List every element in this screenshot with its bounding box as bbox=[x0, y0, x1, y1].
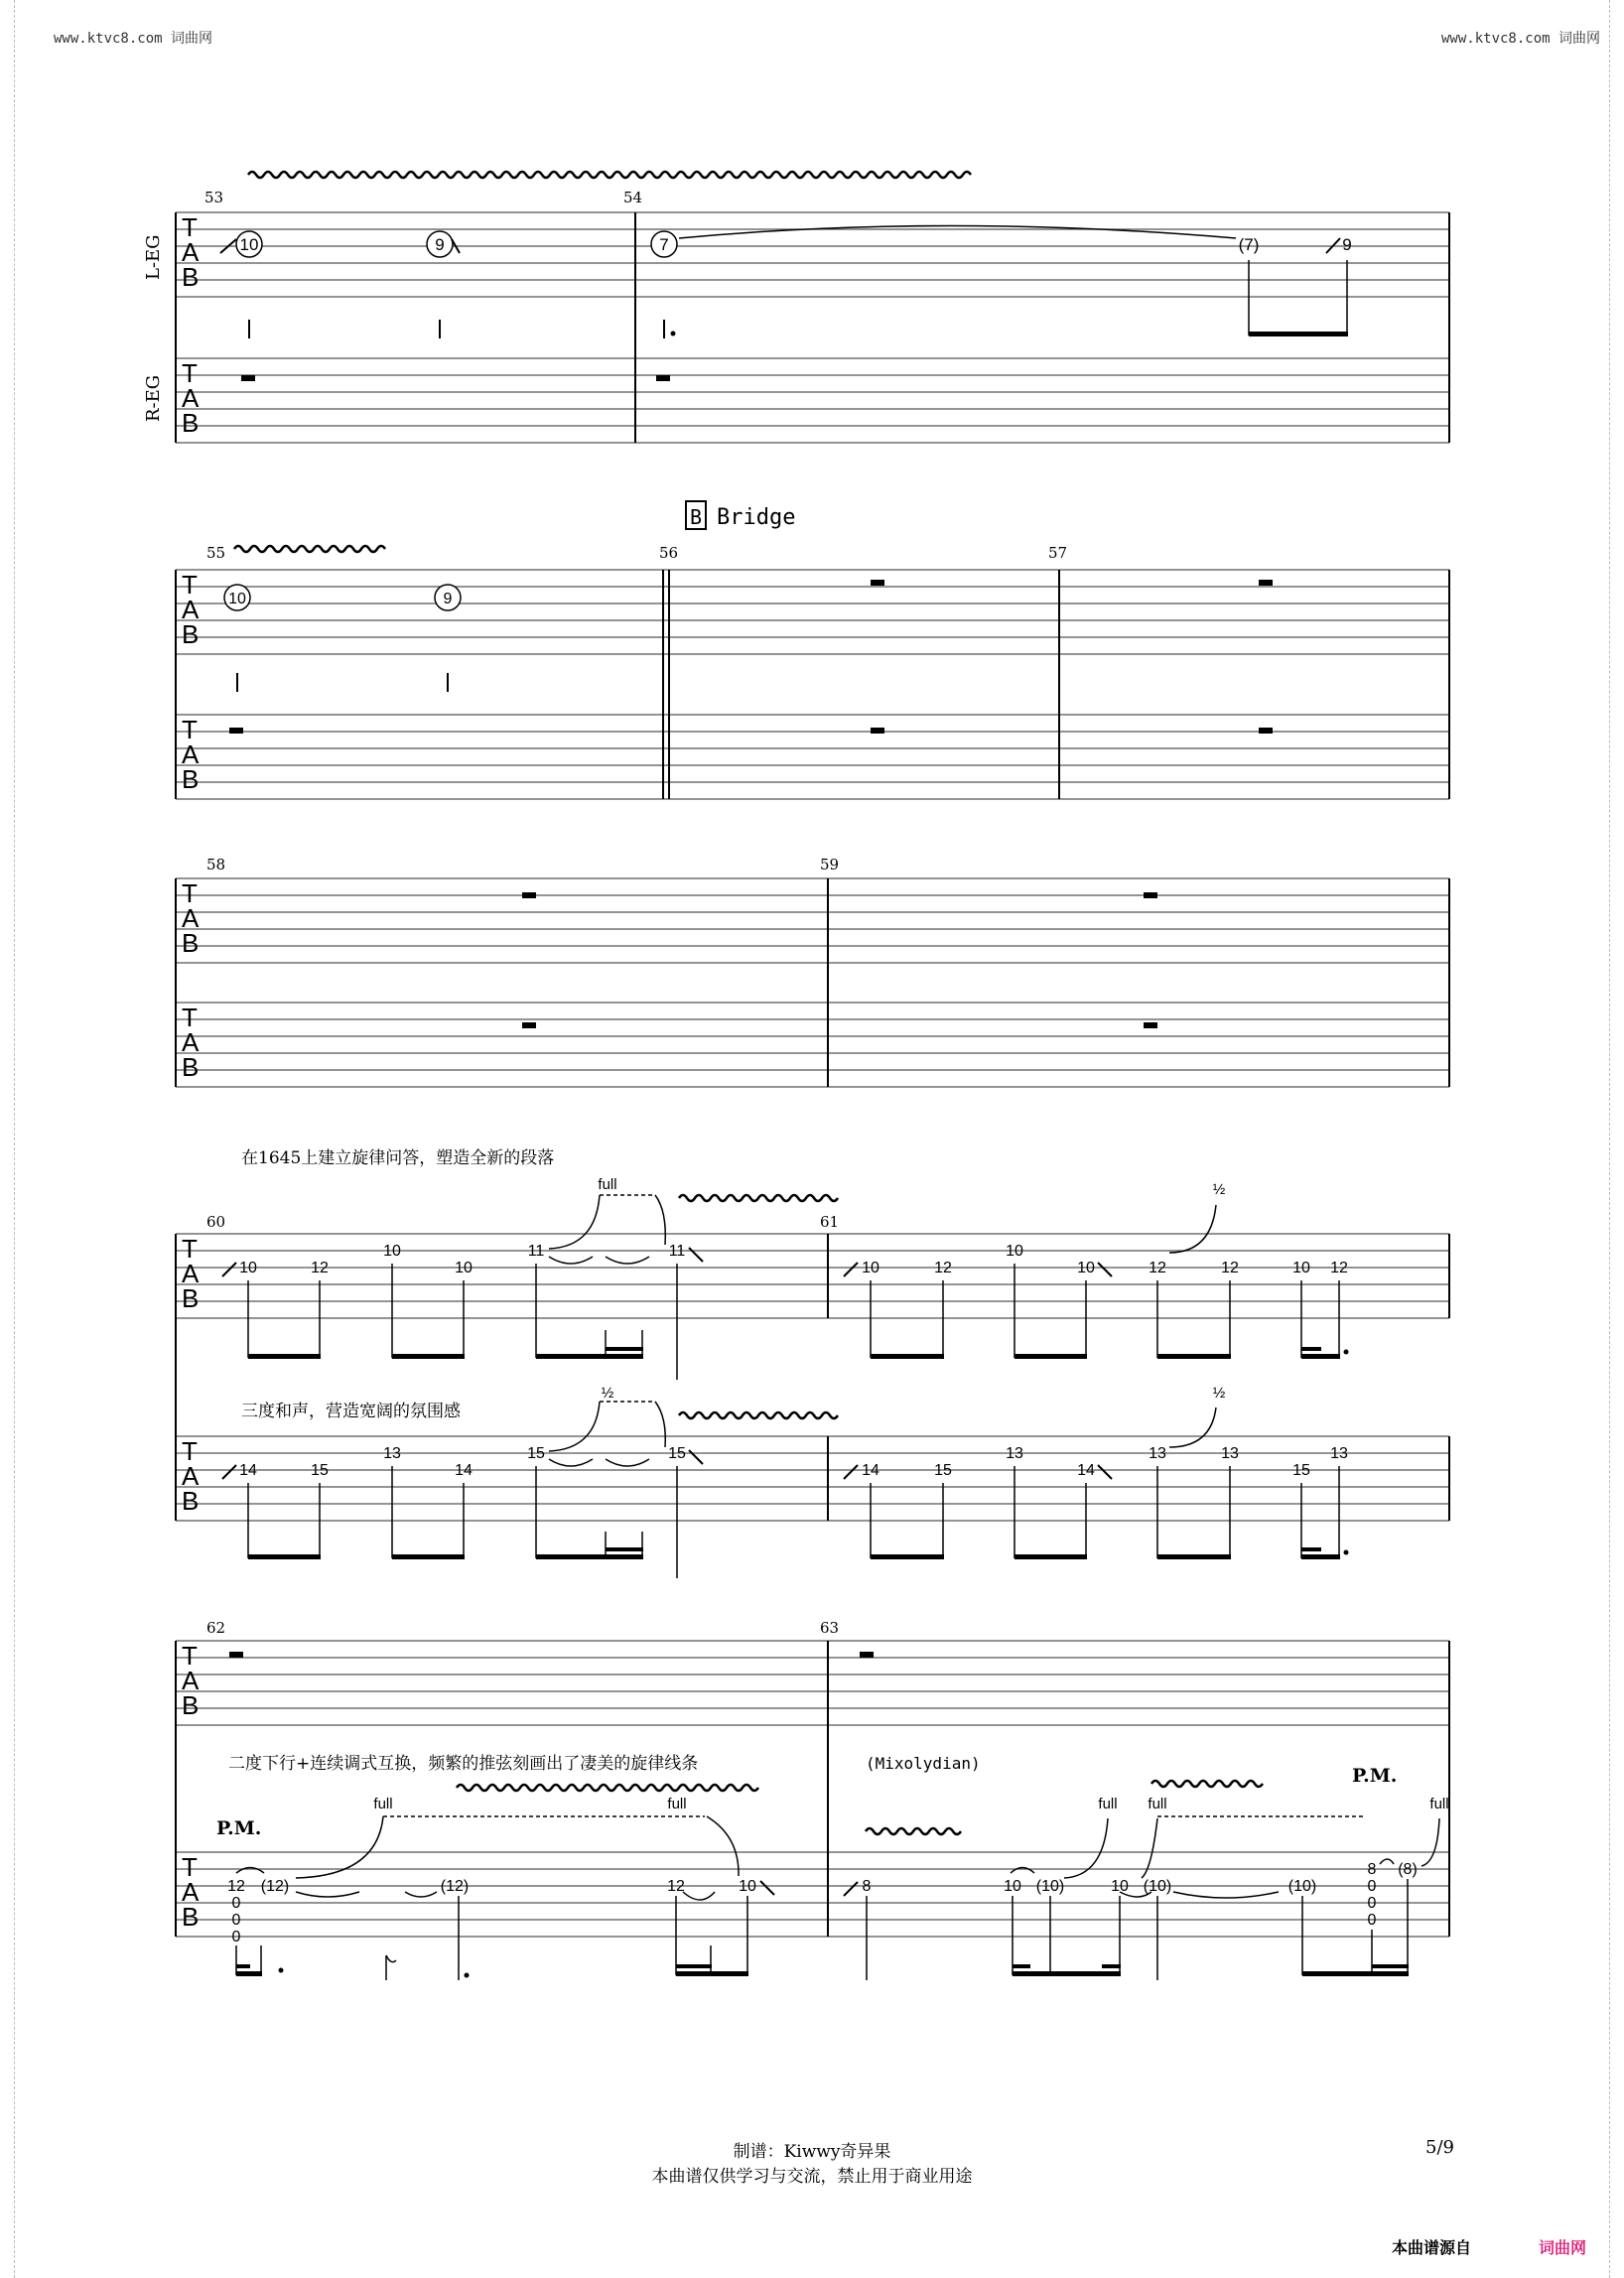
tab-a: A bbox=[182, 1027, 200, 1057]
tab-note: (10) bbox=[1035, 1878, 1065, 1895]
tab-note: 14 bbox=[239, 1462, 257, 1479]
tab-note: 13 bbox=[1006, 1445, 1023, 1462]
brand-logo[interactable]: 词曲网 bbox=[1539, 2238, 1587, 2257]
tab-note: 10 bbox=[1006, 1243, 1023, 1260]
system-5 bbox=[176, 1619, 1449, 1980]
tab-note: 12 bbox=[227, 1878, 245, 1895]
tab-note: 13 bbox=[1149, 1445, 1166, 1462]
tab-t: T bbox=[182, 1436, 198, 1466]
tab-t: T bbox=[182, 1003, 198, 1032]
system-2 bbox=[176, 544, 1449, 799]
vibrato-mark bbox=[679, 1412, 838, 1418]
tab-note: 15 bbox=[668, 1445, 686, 1462]
tab-note: 12 bbox=[311, 1260, 329, 1276]
tab-note: 9 bbox=[443, 591, 453, 607]
tab-note: 15 bbox=[527, 1445, 545, 1462]
dot bbox=[671, 332, 676, 336]
track-label-upper: L-EG bbox=[143, 234, 164, 280]
tab-note: 7 bbox=[659, 235, 669, 254]
system-1 bbox=[143, 172, 1449, 443]
measure-number: 60 bbox=[206, 1213, 226, 1231]
tab-t: T bbox=[182, 878, 198, 908]
tab-b: B bbox=[182, 928, 200, 958]
tab-note: 13 bbox=[1330, 1445, 1348, 1462]
annotation: 三度和声，营造宽阔的氛围感 bbox=[241, 1402, 461, 1421]
tab-note: 10 bbox=[1004, 1878, 1021, 1895]
tab-note: 8 bbox=[862, 1878, 872, 1895]
tab-a: A bbox=[182, 595, 200, 624]
track-label-lower: R-EG bbox=[143, 374, 164, 422]
tab-b: B bbox=[182, 1902, 200, 1932]
tab-b: B bbox=[182, 1486, 200, 1516]
vibrato-mark bbox=[234, 546, 385, 552]
tab-note: 10 bbox=[1292, 1260, 1310, 1276]
annotation: (Mixolydian) bbox=[866, 1754, 981, 1773]
vibrato-mark bbox=[679, 1195, 838, 1201]
tab-b: B bbox=[182, 1690, 200, 1720]
site-name: 词曲网 bbox=[171, 31, 213, 47]
tab-note: 0 bbox=[231, 1912, 241, 1929]
measure-number: 53 bbox=[204, 189, 224, 206]
tab-note: 12 bbox=[934, 1260, 952, 1276]
tab-a: A bbox=[182, 1666, 200, 1695]
tab-a: A bbox=[182, 739, 200, 769]
rest bbox=[241, 375, 255, 381]
measure-number: 57 bbox=[1048, 544, 1068, 562]
footer-notice: 本曲谱仅供学习与交流，禁止用于商业用途 bbox=[651, 2167, 973, 2187]
tab-note: 0 bbox=[1367, 1912, 1377, 1929]
tab-b: B bbox=[182, 1283, 200, 1313]
tab-a: A bbox=[182, 237, 200, 267]
measure-number: 58 bbox=[206, 856, 226, 873]
measure-number: 59 bbox=[820, 856, 840, 873]
vibrato-mark bbox=[248, 172, 971, 178]
tab-note: 9 bbox=[435, 235, 445, 254]
measure-number: 56 bbox=[659, 544, 679, 562]
tab-note: 0 bbox=[231, 1929, 241, 1945]
tab-note: (10) bbox=[1143, 1878, 1172, 1895]
bend-label: ½ bbox=[1212, 1181, 1226, 1198]
measure-number: 62 bbox=[206, 1619, 226, 1637]
tab-note: 10 bbox=[383, 1243, 401, 1260]
measure-number: 54 bbox=[623, 189, 643, 206]
annotation: 二度下行+连续调式互换，频繁的推弦刻画出了凄美的旋律线条 bbox=[228, 1754, 699, 1774]
tab-note: 14 bbox=[455, 1462, 473, 1479]
tab-a: A bbox=[182, 1461, 200, 1491]
tab-note: 0 bbox=[1367, 1895, 1377, 1912]
tab-note: 8 bbox=[1367, 1861, 1377, 1878]
measure-number: 63 bbox=[820, 1619, 840, 1637]
measure-number: 61 bbox=[820, 1213, 840, 1231]
tab-note: 15 bbox=[311, 1462, 329, 1479]
tab-note: (7) bbox=[1238, 235, 1260, 254]
tab-t: T bbox=[182, 715, 198, 744]
annotation: 在1645上建立旋律问答，塑造全新的段落 bbox=[241, 1148, 555, 1168]
measure-number: 55 bbox=[206, 544, 226, 562]
tab-t: T bbox=[182, 1641, 198, 1671]
tab-note: 10 bbox=[1111, 1878, 1129, 1895]
system-4 bbox=[176, 1148, 1449, 1578]
tab-note: 14 bbox=[1077, 1462, 1095, 1479]
tab-notes bbox=[222, 1243, 1348, 1276]
tab-b: B bbox=[182, 408, 200, 438]
bend-label: full bbox=[1098, 1796, 1118, 1812]
tab-a: A bbox=[182, 903, 200, 933]
tab-note: 10 bbox=[239, 235, 259, 254]
page-number: 5/9 bbox=[1425, 2137, 1454, 2158]
tab-note: 10 bbox=[1077, 1260, 1095, 1276]
bend-label: full bbox=[1429, 1796, 1449, 1812]
tab-a: A bbox=[182, 1877, 200, 1907]
site-name: 词曲网 bbox=[1558, 31, 1601, 47]
tab-t: T bbox=[182, 1852, 198, 1882]
bend-label: ½ bbox=[1212, 1385, 1226, 1402]
system-3 bbox=[176, 856, 1449, 1087]
tab-t: T bbox=[182, 212, 198, 242]
tab-note: (12) bbox=[440, 1878, 470, 1895]
tab-b: B bbox=[182, 262, 200, 292]
palm-mute: P.M. bbox=[216, 1817, 262, 1839]
tab-t: T bbox=[182, 570, 198, 600]
tab-note: 11 bbox=[527, 1243, 545, 1260]
tab-note: (12) bbox=[260, 1878, 290, 1895]
tab-note: 10 bbox=[455, 1260, 473, 1276]
tab-note: 10 bbox=[862, 1260, 880, 1276]
tab-note: 11 bbox=[668, 1243, 686, 1260]
tab-b: B bbox=[182, 764, 200, 794]
tab-note: 12 bbox=[1221, 1260, 1239, 1276]
bend-label: full bbox=[598, 1176, 617, 1193]
tie-slur bbox=[679, 226, 1236, 239]
tab-note: 13 bbox=[1221, 1445, 1239, 1462]
vibrato-mark bbox=[457, 1785, 758, 1791]
tab-note: 14 bbox=[862, 1462, 880, 1479]
beams bbox=[248, 1347, 1349, 1359]
palm-mute: P.M. bbox=[1352, 1765, 1398, 1787]
vibrato-mark bbox=[866, 1828, 961, 1834]
tab-note: 10 bbox=[239, 1260, 257, 1276]
tab-note: 10 bbox=[228, 591, 246, 607]
source-label: 本曲谱源自 bbox=[1392, 2238, 1472, 2257]
beam bbox=[1249, 332, 1348, 336]
bend-label: ½ bbox=[601, 1385, 614, 1402]
tab-a: A bbox=[182, 383, 200, 413]
site-url[interactable]: www.ktvc8.com bbox=[1441, 31, 1551, 47]
tab-note: 12 bbox=[1149, 1260, 1166, 1276]
bend-label: full bbox=[1148, 1796, 1167, 1812]
section-name: Bridge bbox=[717, 505, 796, 530]
tab-b: B bbox=[182, 619, 200, 649]
tab-note: (10) bbox=[1287, 1878, 1317, 1895]
tab-note: (8) bbox=[1398, 1861, 1418, 1878]
tab-b: B bbox=[182, 1052, 200, 1082]
rest bbox=[656, 375, 670, 381]
footer-author: 制谱：Kiwwy奇异果 bbox=[733, 2142, 891, 2162]
tab-note: 13 bbox=[383, 1445, 401, 1462]
rests bbox=[229, 580, 1273, 734]
tab-a: A bbox=[182, 1259, 200, 1288]
tab-note: 15 bbox=[1292, 1462, 1310, 1479]
tab-t: T bbox=[182, 1234, 198, 1264]
tab-note: 15 bbox=[934, 1462, 952, 1479]
section-letter: B bbox=[689, 505, 703, 529]
tab-note: 9 bbox=[1342, 235, 1352, 254]
site-url[interactable]: www.ktvc8.com bbox=[54, 31, 163, 47]
section-marker bbox=[686, 501, 795, 530]
bend-label: full bbox=[667, 1796, 687, 1812]
tab-clef bbox=[182, 212, 200, 438]
tab-t: T bbox=[182, 358, 198, 388]
tab-note: 0 bbox=[231, 1895, 241, 1912]
vibrato-mark bbox=[1151, 1781, 1263, 1787]
tab-note: 0 bbox=[1367, 1878, 1377, 1895]
bend-label: full bbox=[373, 1796, 393, 1812]
tab-note: 10 bbox=[739, 1878, 756, 1895]
tab-note: 12 bbox=[667, 1878, 685, 1895]
tab-note: 12 bbox=[1330, 1260, 1348, 1276]
